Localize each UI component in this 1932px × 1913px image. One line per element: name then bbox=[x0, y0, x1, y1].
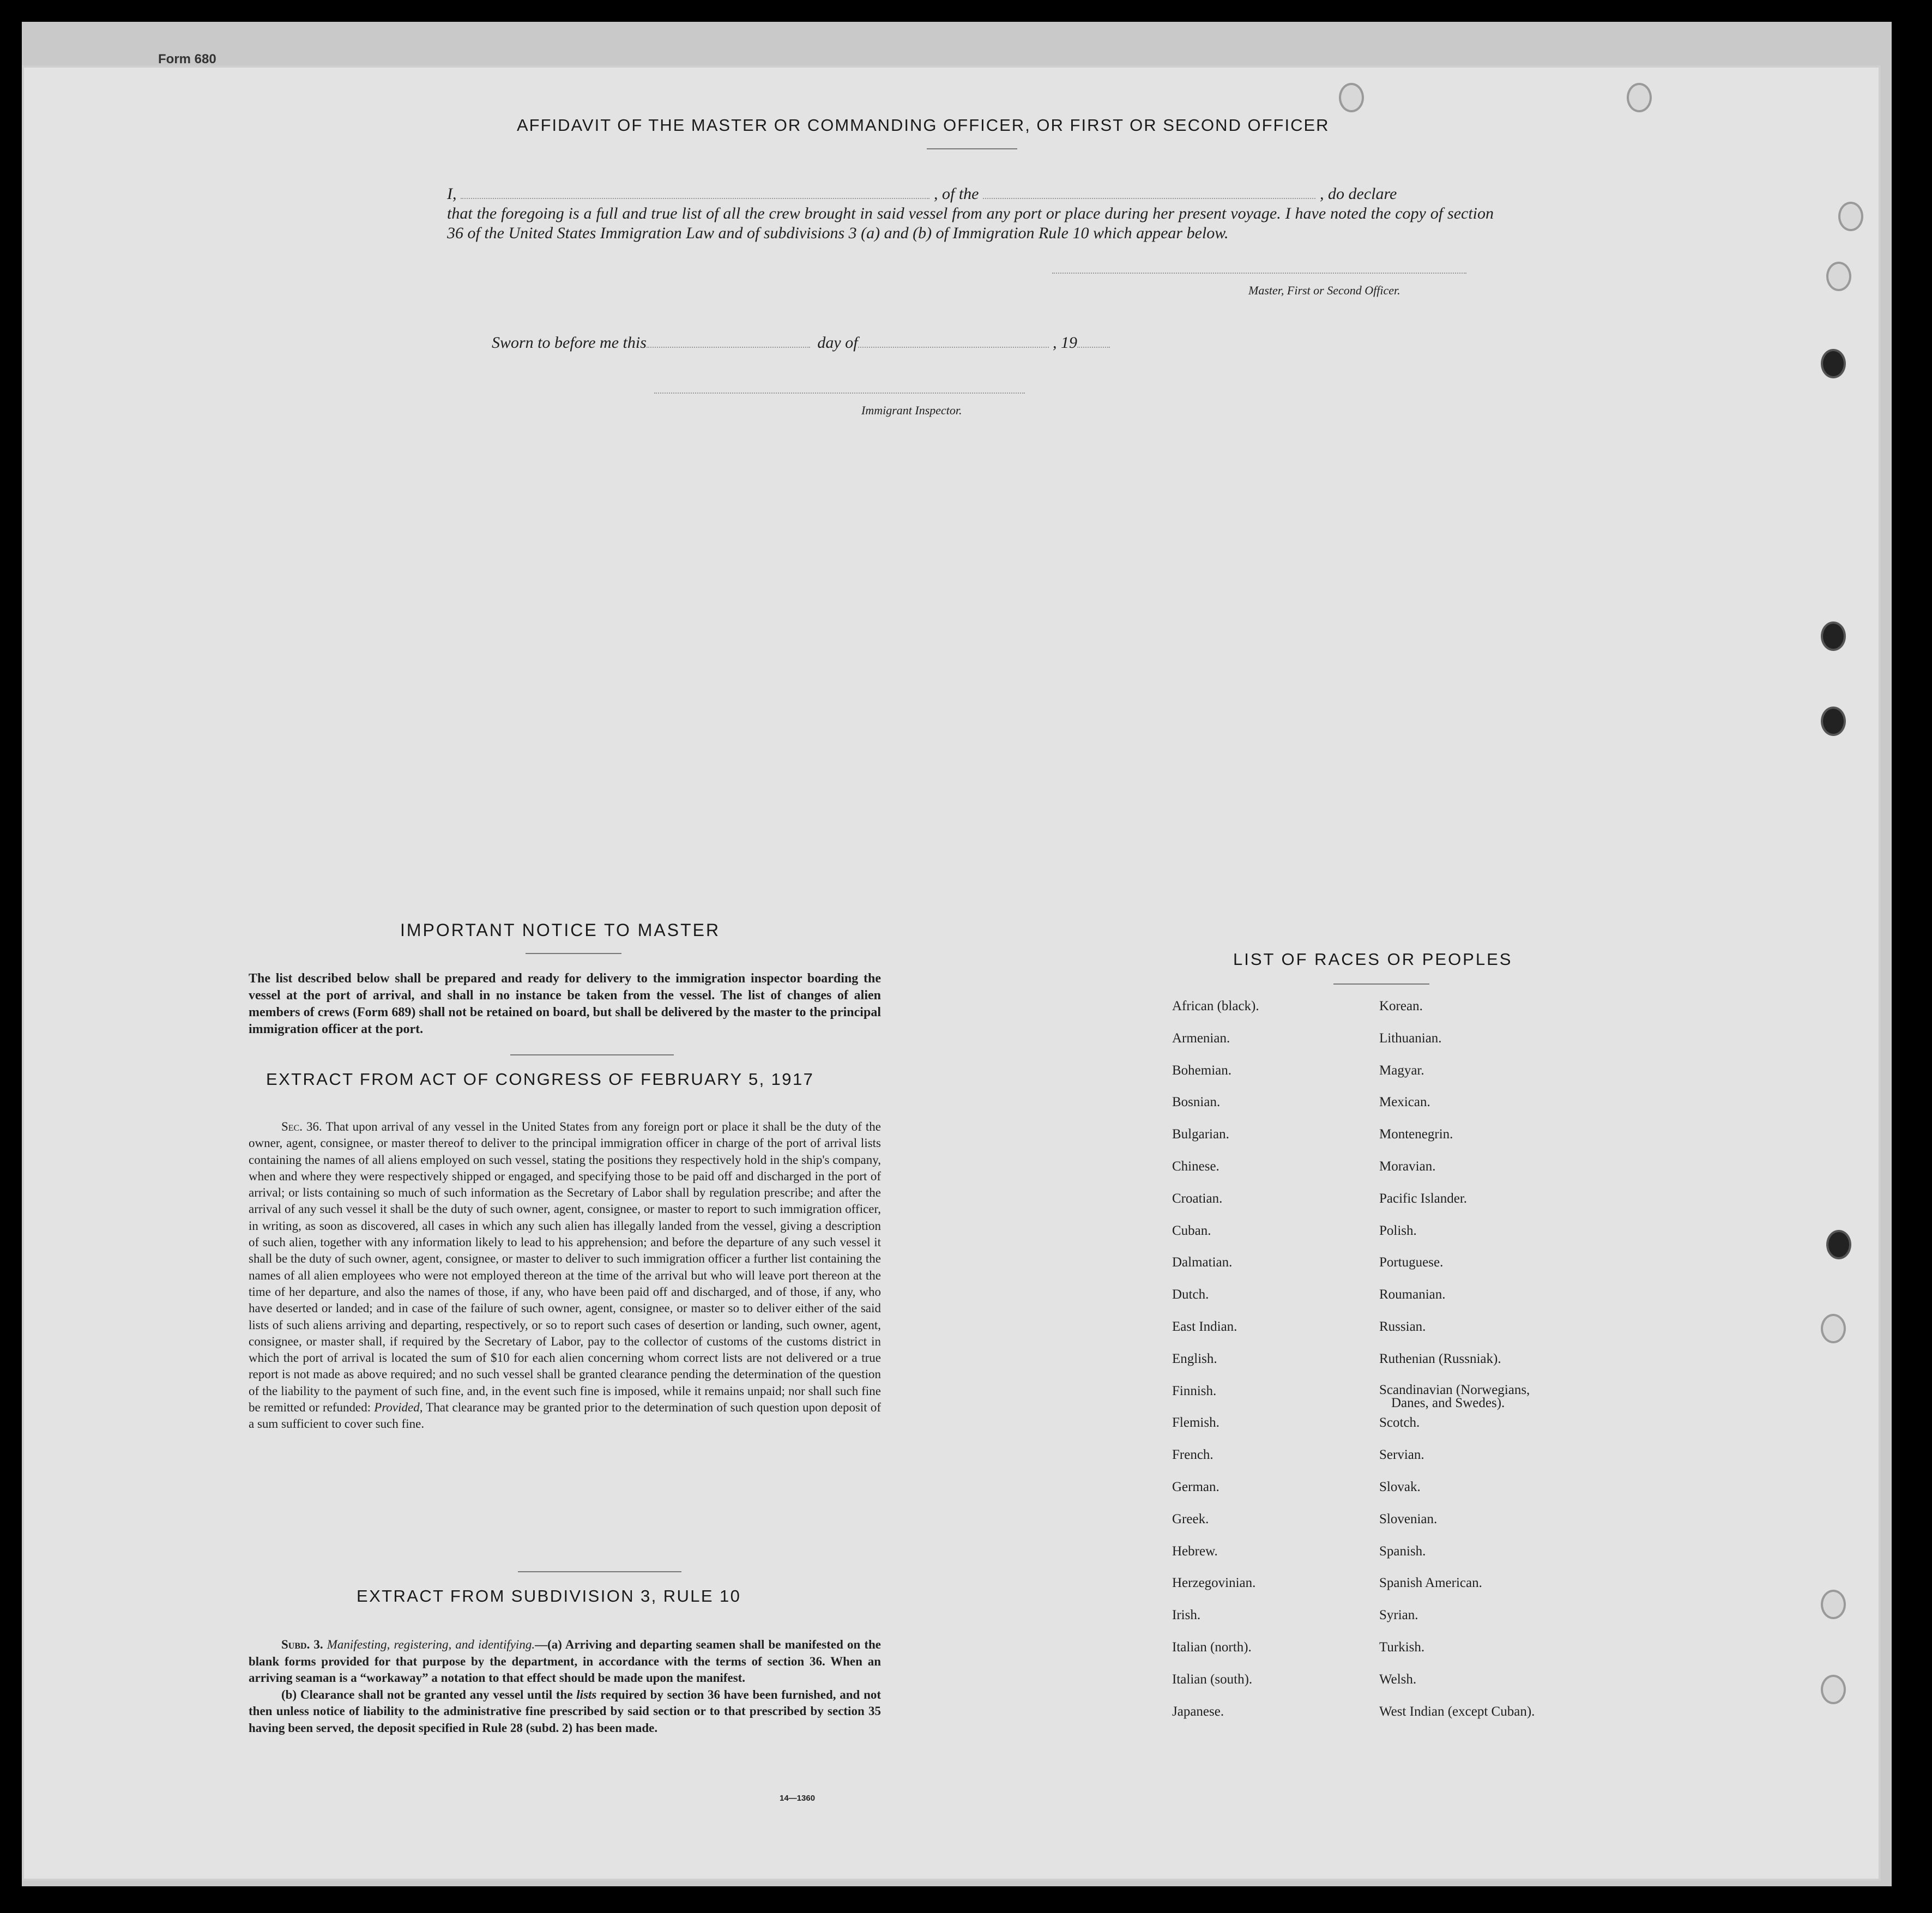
race-item: Bohemian. bbox=[1172, 1063, 1232, 1078]
affidavit-of-the-label: , of the bbox=[934, 185, 979, 203]
vessel-name-field[interactable] bbox=[983, 198, 1315, 199]
section-36-text: Sec. 36. That upon arrival of any vessel in the United States from any foreign port or place it shall be the duty of the owner, agent, consignee, or master thereof to deliver to the principal immigration officer in charge of the port of arrival lists containing the names of all aliens employed on such vessel, stating the positions they respectively hold in the ship's company, when and where they were respectively shipped or engaged, and specifying those to be paid off and discharged in the port of arrival; or lists containing so much of such information as the Secretary of Labor shall by regulation prescribe; and after the arrival of any such vessel it shall be the duty of such owner, agent, consignee, or master to report to such immigration officer, in writing, as soon as discovered, all cases in which any such alien has illegally landed from the vessel, giving a description of such alien, together with any information likely to lead to his apprehension; and before the departure of any such vessel it shall be the duty of such owner, agent, consignee, or master to deliver to such immigration officer a further list containing the names of all alien employees who were not employed thereon at the time of the arrival but who will leave port thereon at the time of her departure, and also the names of those, if any, who have been paid off and discharged, and of those, if any, who have deserted or landed; and in case of the failure of such owner, agent, consignee, or master so to deliver either of the said lists of such aliens arriving and departing, respectively, or so to report such cases of desertion or landing, such owner, agent, consignee, or master shall, if required by the Secretary of Labor, pay to the collector of customs of the customs district in which the port of arrival is located the sum of $10 for each alien concerning whom correct lists are not delivered or a true report is not made as above required; and no such vessel shall be granted clearance pending the determination of the question of the liability to the payment of such fine, and, in the event such fine is imposed, while it remains unpaid; nor shall such fine be remitted or refunded: Provided, That clearance may be granted prior to the determination of such question upon deposit of a sum sufficient to cover such fine. bbox=[249, 1120, 881, 1431]
race-item: Servian. bbox=[1379, 1447, 1424, 1463]
race-item: Spanish. bbox=[1379, 1543, 1426, 1559]
race-item: Cuban. bbox=[1172, 1223, 1211, 1238]
binder-hole bbox=[1821, 1675, 1846, 1704]
race-item: Dutch. bbox=[1172, 1287, 1209, 1302]
inspector-signature-field[interactable] bbox=[654, 393, 1025, 394]
sworn-year: , 19 bbox=[1053, 334, 1078, 352]
race-item: Moravian. bbox=[1379, 1158, 1436, 1174]
races-left-column bbox=[1172, 999, 1259, 1736]
race-item: Roumanian. bbox=[1379, 1287, 1446, 1302]
race-item: Armenian. bbox=[1172, 1030, 1230, 1046]
binder-hole bbox=[1627, 83, 1652, 112]
race-item: Russian. bbox=[1379, 1319, 1426, 1334]
subd-label: Subd. 3. bbox=[281, 1638, 323, 1651]
race-item: Polish. bbox=[1379, 1223, 1417, 1238]
race-item: Slovak. bbox=[1379, 1479, 1421, 1494]
binder-hole bbox=[1821, 1590, 1846, 1619]
binder-hole bbox=[1821, 707, 1846, 736]
race-item: Ruthenian (Russniak). bbox=[1379, 1351, 1501, 1366]
sworn-day-of: day of bbox=[817, 334, 858, 352]
race-item: Finnish. bbox=[1172, 1383, 1217, 1398]
race-item: Lithuanian. bbox=[1379, 1030, 1442, 1046]
divider bbox=[927, 148, 1017, 149]
races-title: LIST OF RACES OR PEOPLES bbox=[1233, 950, 1513, 969]
notice-body: The list described below shall be prepared and ready for delivery to the immigration inspector boarding the vessel at the port of arrival, and shall in no instance be taken from the vessel. The list of changes of alien members of crews (Form 689) shall not be retained on board, but shall be delivered by the master to the principal immigration officer at the port. bbox=[249, 971, 881, 1036]
binder-hole bbox=[1821, 1314, 1846, 1343]
binder-hole bbox=[1339, 83, 1364, 112]
races-right-column bbox=[1379, 999, 1535, 1736]
race-item: Magyar. bbox=[1379, 1063, 1424, 1078]
race-item: Irish. bbox=[1172, 1608, 1201, 1623]
sworn-prefix: Sworn to before me this bbox=[492, 334, 647, 352]
race-item: Bulgarian. bbox=[1172, 1127, 1229, 1142]
race-item: Italian (north). bbox=[1172, 1639, 1252, 1655]
race-item: German. bbox=[1172, 1479, 1219, 1494]
section-label: Sec. 36. bbox=[281, 1120, 322, 1133]
race-item: Bosnian. bbox=[1172, 1095, 1221, 1110]
divider bbox=[1333, 983, 1429, 985]
divider bbox=[518, 1571, 681, 1572]
affidavit-do-declare-label: , do declare bbox=[1320, 185, 1397, 203]
subd-heading: Manifesting, registering, and identifying. bbox=[327, 1638, 535, 1651]
race-item: Dalmatian. bbox=[1172, 1255, 1233, 1270]
provided-label: Provided, bbox=[374, 1401, 423, 1415]
binder-hole bbox=[1821, 621, 1846, 651]
race-item: Pacific Islander. bbox=[1379, 1191, 1468, 1206]
race-item: Korean. bbox=[1379, 999, 1423, 1013]
binder-hole bbox=[1826, 262, 1851, 291]
affidavit-title: AFFIDAVIT OF THE MASTER OR COMMANDING OFFICER, OR FIRST OR SECOND OFFICER bbox=[517, 116, 1330, 135]
sworn-year-field[interactable] bbox=[1077, 347, 1110, 348]
form-number: Form 680 bbox=[158, 52, 216, 67]
race-item: Flemish. bbox=[1172, 1415, 1219, 1431]
notice-title: IMPORTANT NOTICE TO MASTER bbox=[400, 920, 721, 940]
sworn-month-field[interactable] bbox=[858, 347, 1049, 348]
divider bbox=[526, 953, 621, 954]
race-item: East Indian. bbox=[1172, 1319, 1237, 1334]
race-item: Chinese. bbox=[1172, 1158, 1219, 1174]
race-item: West Indian (except Cuban). bbox=[1379, 1704, 1535, 1719]
race-item: Italian (south). bbox=[1172, 1671, 1253, 1687]
inspector-label: Immigrant Inspector. bbox=[861, 403, 962, 417]
print-number: 14—1360 bbox=[780, 1794, 816, 1803]
divider bbox=[510, 1054, 674, 1055]
affidavit-statement bbox=[447, 184, 1494, 243]
officer-name-field[interactable] bbox=[461, 198, 929, 199]
race-item: Japanese. bbox=[1172, 1704, 1224, 1719]
race-item: African (black). bbox=[1172, 999, 1259, 1013]
race-item: Turkish. bbox=[1379, 1639, 1425, 1655]
binder-hole bbox=[1821, 349, 1846, 378]
race-item: Welsh. bbox=[1379, 1671, 1417, 1687]
race-item: French. bbox=[1172, 1447, 1213, 1463]
sworn-line bbox=[492, 334, 1110, 352]
race-item-scandinavian: Scandinavian (Norwegians, Danes, and Swedes). bbox=[1379, 1382, 1530, 1410]
race-item: Hebrew. bbox=[1172, 1543, 1218, 1559]
signature-label: Master, First or Second Officer. bbox=[1248, 283, 1400, 297]
extract-act-title: EXTRACT FROM ACT OF CONGRESS OF FEBRUARY 5, 1917 bbox=[266, 1070, 814, 1089]
race-item: Portuguese. bbox=[1379, 1255, 1444, 1270]
officer-signature-field[interactable] bbox=[1052, 273, 1466, 274]
race-item: Spanish American. bbox=[1379, 1576, 1482, 1591]
race-item: Syrian. bbox=[1379, 1608, 1418, 1623]
race-item: Mexican. bbox=[1379, 1095, 1430, 1110]
extract-rule-title: EXTRACT FROM SUBDIVISION 3, RULE 10 bbox=[357, 1586, 741, 1606]
race-item: Slovenian. bbox=[1379, 1511, 1438, 1526]
affidavit-body: that the foregoing is a full and true list of all the crew brought in said vessel from any port or place during her present voyage. I have noted the copy of section 36 of the United States Immigration Law and of subdivisions 3 (a) and (b) of Immigration Rule 10 which appear below. bbox=[447, 204, 1494, 242]
binder-hole bbox=[1838, 202, 1863, 231]
rule-10-text: Subd. 3. Manifesting, registering, and identifying.—(a) Arriving and departing seamen shall be manifested on the blank forms provided for that purpose by the department, in accordance with the terms of section 36. When an arriving seaman is a “workaway” a notation to that effect should be made upon the manifest. (b) Clearance shall not be granted any vessel until the lists required by section 36 have been furnished, and not then unless notice of liability to the administrative fine prescribed by said section or to that prescribed by section 35 having been served, the deposit specified in Rule 28 (subd. 2) has been made. bbox=[249, 1638, 882, 1735]
binder-hole bbox=[1826, 1230, 1851, 1259]
race-item: Herzegovinian. bbox=[1172, 1576, 1256, 1591]
affidavit-i-label: I, bbox=[447, 185, 457, 203]
race-item: English. bbox=[1172, 1351, 1217, 1366]
race-item: Croatian. bbox=[1172, 1191, 1223, 1206]
race-item: Scotch. bbox=[1379, 1415, 1420, 1431]
race-item: Montenegrin. bbox=[1379, 1127, 1453, 1142]
sworn-day-field[interactable] bbox=[647, 347, 810, 348]
race-item: Greek. bbox=[1172, 1511, 1209, 1526]
